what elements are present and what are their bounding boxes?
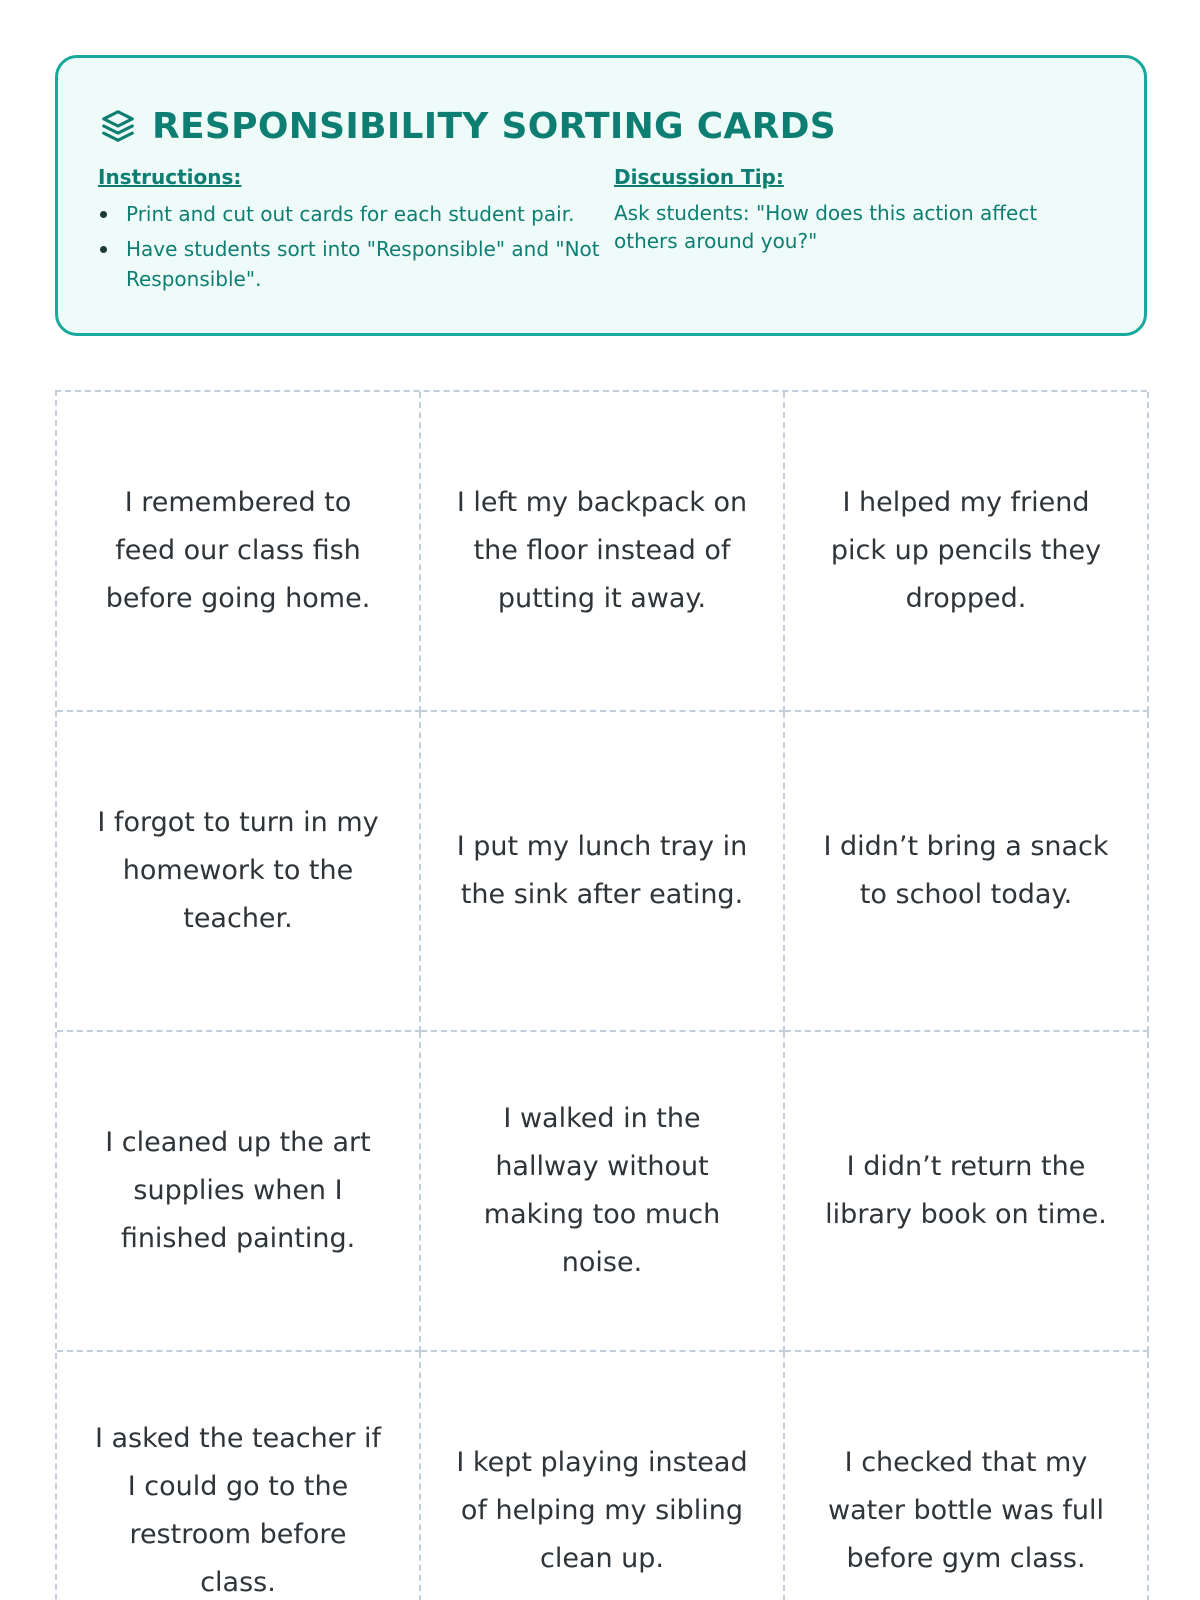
- instruction-item: Print and cut out cards for each student pair.: [98, 199, 614, 229]
- card-text: I remembered to feed our class fish before going home.: [105, 487, 371, 614]
- instructions-list: [98, 199, 614, 294]
- sorting-card: [785, 1032, 1149, 1352]
- sorting-card: [57, 1352, 421, 1600]
- cards-grid: [55, 390, 1147, 1600]
- title-row: [98, 102, 1104, 150]
- discussion-tip-heading: Discussion Tip:: [614, 165, 784, 189]
- instructions-heading: Instructions:: [98, 165, 242, 189]
- sorting-card: [57, 1032, 421, 1352]
- instructions-panel: [55, 55, 1147, 336]
- card-text: I didn’t return the library book on time.: [825, 1151, 1107, 1230]
- card-text: I kept playing instead of helping my sibling clean up.: [456, 1447, 748, 1574]
- card-text: I didn’t bring a snack to school today.: [823, 831, 1109, 910]
- card-text: I put my lunch tray in the sink after eating.: [456, 831, 748, 910]
- card-text: I helped my friend pick up pencils they dropped.: [830, 487, 1102, 614]
- sorting-card: [421, 1032, 785, 1352]
- sorting-card: [57, 392, 421, 712]
- card-text: I forgot to turn in my homework to the teacher.: [97, 807, 379, 934]
- sorting-card: [421, 1352, 785, 1600]
- card-text: I cleaned up the art supplies when I finished painting.: [105, 1127, 371, 1254]
- page-title: RESPONSIBILITY SORTING CARDS: [152, 105, 837, 147]
- sorting-card: [785, 712, 1149, 1032]
- instruction-item: Have students sort into "Responsible" and "Not Responsible".: [98, 234, 614, 294]
- instructions-section: [98, 165, 614, 299]
- card-text: I walked in the hallway without making too much noise.: [483, 1103, 721, 1278]
- discussion-tip-section: [614, 165, 1084, 299]
- sorting-card: [785, 1352, 1149, 1600]
- card-text: I left my backpack on the floor instead of putting it away.: [456, 487, 748, 614]
- discussion-tip-text: Ask students: "How does this action affect others around you?": [614, 201, 1038, 253]
- instructions-columns: [98, 165, 1104, 299]
- card-text: I checked that my water bottle was full before gym class.: [828, 1447, 1104, 1574]
- card-text: I asked the teacher if I could go to the restroom before class.: [94, 1423, 382, 1598]
- layers-icon: [98, 106, 138, 146]
- sorting-card: [785, 392, 1149, 712]
- sorting-card: [421, 392, 785, 712]
- sorting-card: [57, 712, 421, 1032]
- sorting-card: [421, 712, 785, 1032]
